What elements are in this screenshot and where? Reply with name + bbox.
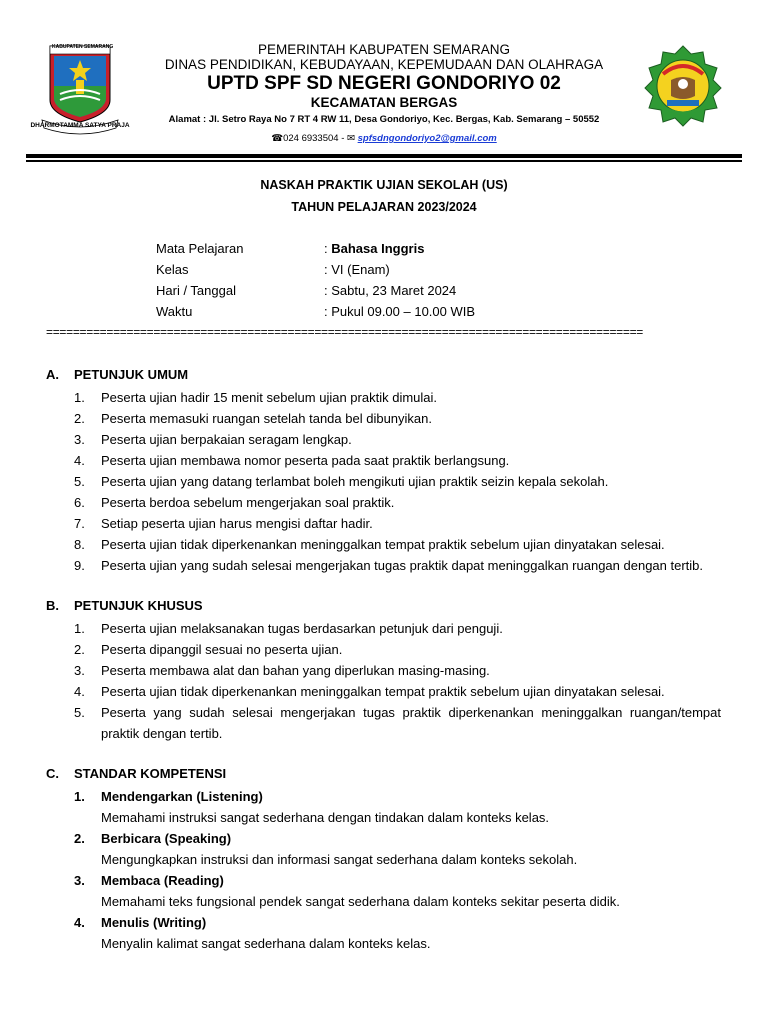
letterhead-rule-thick <box>26 154 742 158</box>
list-item <box>46 471 726 492</box>
item-number: 5. <box>74 705 85 720</box>
detail-value-time: Pukul 09.00 – 10.00 WIB <box>331 304 476 319</box>
item-text: Peserta ujian membawa nomor peserta pada saat praktik berlangsung. <box>101 453 510 468</box>
left-logo-top-text: KABUPATEN SEMARANG <box>52 44 114 50</box>
item-number: 1. <box>74 621 85 636</box>
school-phone: 024 6933504 - <box>283 133 348 144</box>
item-text <box>101 702 721 744</box>
detail-row-date <box>156 282 475 303</box>
item-number: 2. <box>74 411 85 426</box>
district-name: KECAMATAN BERGAS <box>310 95 458 110</box>
item-number: 9. <box>74 558 85 573</box>
item-text: Peserta ujian melaksanakan tugas berdasarkan petunjuk dari penguji. <box>101 621 503 636</box>
competency-description: Memahami instruksi sangat sederhana dengan tindakan dalam konteks kelas. <box>101 810 550 825</box>
list-item <box>46 387 726 408</box>
item-number: 3. <box>74 873 85 888</box>
detail-value-date: Sabtu, 23 Maret 2024 <box>331 283 457 298</box>
list-item <box>46 429 726 450</box>
separator-line: ========================================================================================= <box>46 325 643 339</box>
section-letter: B. <box>46 598 59 613</box>
school-emblem-icon <box>643 44 723 128</box>
item-text: Peserta ujian hadir 15 menit sebelum ujian praktik dimulai. <box>101 390 438 405</box>
left-logo-motto: DHARMOTAMMA SATYA PRAJA <box>30 122 130 129</box>
item-number: 5. <box>74 474 85 489</box>
list-item <box>46 702 726 744</box>
competency-description: Menyalin kalimat sangat sederhana dalam konteks kelas. <box>101 936 431 951</box>
email-icon: ✉ <box>347 133 355 144</box>
competency-title: Menulis (Writing) <box>101 915 207 930</box>
detail-colon: : <box>324 241 332 256</box>
exam-details <box>156 240 475 324</box>
item-number: 8. <box>74 537 85 552</box>
competency-description: Memahami teks fungsional pendek sangat sederhana dalam konteks sekitar peserta didik. <box>101 894 620 909</box>
school-address: Alamat : Jl. Setro Raya No 7 RT 4 RW 11, Desa Gondoriyo, Kec. Bergas, Kab. Semarang – 50552 <box>168 114 600 125</box>
detail-row-time <box>156 303 475 324</box>
item-number: 7. <box>74 516 85 531</box>
detail-row-class <box>156 261 475 282</box>
section-letter: C. <box>46 766 59 781</box>
item-number: 4. <box>74 453 85 468</box>
item-text: Peserta ujian tidak diperkenankan meninggalkan tempat praktik sebelum ujian dinyatakan selesai. <box>101 537 665 552</box>
item-text: Peserta ujian yang sudah selesai mengerjakan tugas praktik dapat meninggalkan ruangan dengan tertib. <box>101 558 704 573</box>
list-item <box>46 660 726 681</box>
list-item <box>46 450 726 471</box>
item-text-line: Peserta yang sudah selesai mengerjakan tugas praktik diperkenankan meninggalkan ruangan/tempat <box>101 705 721 720</box>
list-item <box>46 681 726 702</box>
item-text: Peserta ujian tidak diperkenankan meninggalkan tempat praktik sebelum ujian dinyatakan selesai. <box>101 684 665 699</box>
item-number: 2. <box>74 642 85 657</box>
list-item <box>46 618 726 639</box>
section-title: STANDAR KOMPETENSI <box>74 766 227 781</box>
document-title: NASKAH PRAKTIK UJIAN SEKOLAH (US) <box>260 178 508 192</box>
section-letter: A. <box>46 367 59 382</box>
competency-title: Berbicara (Speaking) <box>101 831 232 846</box>
section-title: PETUNJUK KHUSUS <box>74 598 203 613</box>
item-text: Peserta berdoa sebelum mengerjakan soal praktik. <box>101 495 395 510</box>
item-text: Peserta ujian berpakaian seragam lengkap. <box>101 432 352 447</box>
item-number: 6. <box>74 495 85 510</box>
item-text: Peserta dipanggil sesuai no peserta ujian. <box>101 642 343 657</box>
competency-title: Membaca (Reading) <box>101 873 224 888</box>
competency-item <box>46 828 726 849</box>
list-item <box>46 513 726 534</box>
section-heading <box>46 765 726 786</box>
letterhead-rule-thin <box>26 160 742 162</box>
list-item <box>46 534 726 555</box>
agency-name: DINAS PENDIDIKAN, KEBUDAYAAN, KEPEMUDAAN DAN OLAHRAGA <box>164 57 604 72</box>
detail-colon: : <box>324 304 332 319</box>
section-competency-standards <box>46 765 726 954</box>
document-year: TAHUN PELAJARAN 2023/2024 <box>291 200 477 214</box>
detail-label: Hari / Tanggal <box>156 283 236 298</box>
item-text-line: praktik dengan tertib. <box>101 726 223 741</box>
competency-item <box>46 870 726 891</box>
item-text: Peserta memasuki ruangan setelah tanda bel dibunyikan. <box>101 411 432 426</box>
detail-row-subject <box>156 240 475 261</box>
list-item <box>46 555 726 576</box>
letterhead <box>0 0 768 160</box>
section-heading <box>46 597 726 618</box>
detail-label: Mata Pelajaran <box>156 241 244 256</box>
item-number: 1. <box>74 789 85 804</box>
item-number: 4. <box>74 915 85 930</box>
detail-label: Waktu <box>156 304 193 319</box>
competency-title: Mendengarkan (Listening) <box>101 789 263 804</box>
competency-item <box>46 786 726 807</box>
section-title: PETUNJUK UMUM <box>74 367 189 382</box>
item-number: 4. <box>74 684 85 699</box>
item-text: Peserta ujian yang datang terlambat boleh mengikuti ujian praktik seizin kepala sekolah. <box>101 474 609 489</box>
detail-colon: : <box>324 262 332 277</box>
phone-icon: ☎ <box>271 133 284 144</box>
item-text: Peserta membawa alat dan bahan yang diperlukan masing-masing. <box>101 663 490 678</box>
list-item <box>46 639 726 660</box>
list-item <box>46 492 726 513</box>
school-email-link[interactable]: spfsdngondoriyo2@gmail.com <box>357 133 497 144</box>
item-text: Setiap peserta ujian harus mengisi daftar hadir. <box>101 516 373 531</box>
detail-value-class: VI (Enam) <box>331 262 390 277</box>
school-name: UPTD SPF SD NEGERI GONDORIYO 02 <box>207 73 561 94</box>
government-name: PEMERINTAH KABUPATEN SEMARANG <box>257 42 511 57</box>
section-general-instructions <box>46 366 726 576</box>
item-number: 2. <box>74 831 85 846</box>
detail-label: Kelas <box>156 262 189 277</box>
competency-description: Mengungkapkan instruksi dan informasi sangat sederhana dalam konteks sekolah. <box>101 852 578 867</box>
item-number: 3. <box>74 432 85 447</box>
item-number: 3. <box>74 663 85 678</box>
list-item <box>46 408 726 429</box>
section-specific-instructions <box>46 597 726 744</box>
school-contact <box>135 131 633 146</box>
detail-colon: : <box>324 283 332 298</box>
detail-value-subject: Bahasa Inggris <box>331 241 425 256</box>
item-number: 1. <box>74 390 85 405</box>
letterhead-text <box>135 42 633 146</box>
competency-item <box>46 912 726 933</box>
section-heading <box>46 366 726 387</box>
